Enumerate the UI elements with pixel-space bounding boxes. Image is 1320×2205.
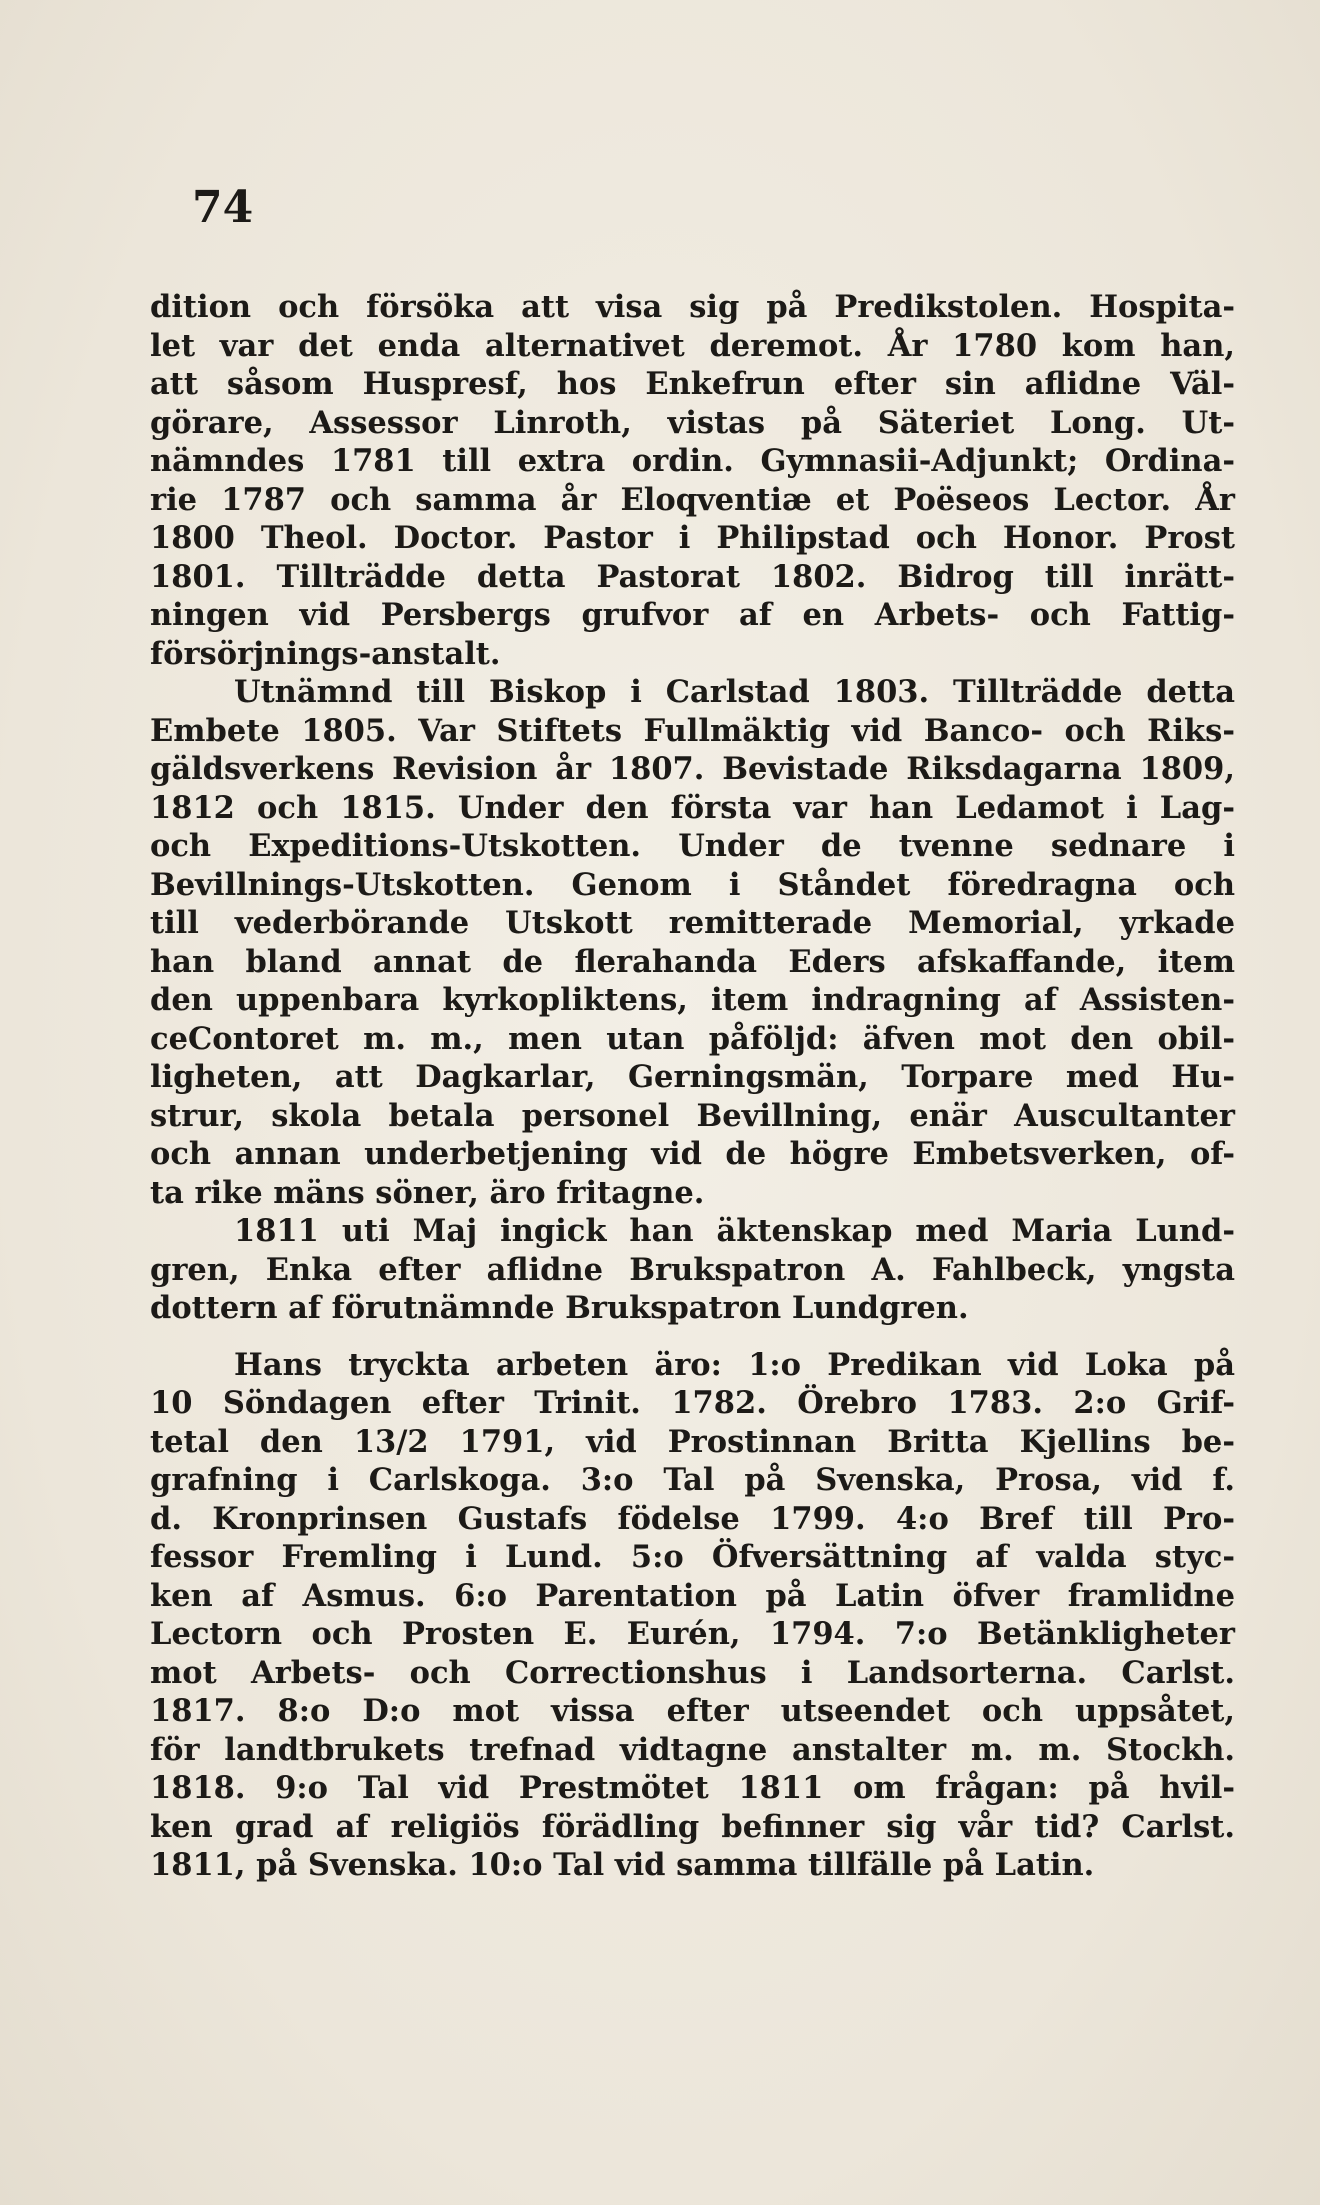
text-line: Lectorn och Prosten E. Eurén, 1794. 7:o Betänkligheter [150, 1616, 1235, 1652]
text-line: till vederbörande Utskott remitterade Memorial, yrkade [150, 905, 1235, 941]
text-line: att såsom Huspresf, hos Enkefrun efter sin aflidne Väl- [150, 366, 1235, 402]
text-line: Bevillnings-Utskotten. Genom i Ståndet föredragna och [150, 866, 1235, 903]
body-text [150, 288, 1235, 1885]
text-line: ningen vid Persbergs grufvor af en Arbets- och Fattig- [150, 597, 1235, 633]
text-line: görare, Assessor Linroth, vistas på Säteriet Long. Ut- [150, 404, 1235, 441]
text-line: dition och försöka att visa sig på Predikstolen. Hospita- [150, 289, 1235, 325]
text-line: nämndes 1781 till extra ordin. Gymnasii-Adjunkt; Ordina- [150, 443, 1235, 479]
paragraph-gap [150, 1328, 1235, 1346]
text-line: strur, skola betala personel Bevillning, enär Auscultanter [150, 1097, 1235, 1134]
text-line: försörjnings-anstalt. [150, 635, 501, 672]
text-line: och Expeditions-Utskotten. Under de tvenne sednare i [150, 828, 1235, 864]
text-line: 1812 och 1815. Under den första var han Ledamot i Lag- [150, 789, 1235, 826]
text-line: 1811 uti Maj ingick han äktenskap med Maria Lund- [234, 1213, 1235, 1249]
text-line: Embete 1805. Var Stiftets Fullmäktig vid Banco- och Riks- [150, 712, 1235, 749]
text-line: 10 Söndagen efter Trinit. 1782. Örebro 1783. 2:o Grif- [150, 1385, 1235, 1421]
text-line: d. Kronprinsen Gustafs födelse 1799. 4:o Bref till Pro- [150, 1500, 1235, 1537]
paragraph-4 [150, 1346, 1235, 1885]
text-line: ceContoret m. m., men utan påföljd: äfven mot den obil- [150, 1020, 1235, 1057]
text-line: ken af Asmus. 6:o Parentation på Latin öfver framlidne [150, 1577, 1235, 1614]
text-line: tetal den 13/2 1791, vid Prostinnan Britta Kjellins be- [150, 1423, 1235, 1460]
text-line: rie 1787 och samma år Eloqventiæ et Poëseos Lector. År [150, 481, 1235, 518]
text-line: Hans tryckta arbeten äro: 1:o Predikan vid Loka på [234, 1346, 1235, 1383]
page-number: 74 [192, 182, 254, 233]
text-line: dottern af förutnämnde Brukspatron Lundgren. [150, 1290, 969, 1326]
text-line: 1811, på Svenska. 10:o Tal vid samma tillfälle på Latin. [150, 1847, 1095, 1883]
text-line: ta rike mäns söner, äro fritagne. [150, 1174, 705, 1211]
paragraph-2 [150, 673, 1235, 1212]
text-line: 1818. 9:o Tal vid Prestmötet 1811 om frågan: på hvil- [150, 1770, 1235, 1806]
text-line: för landtbrukets trefnad vidtagne anstalter m. m. Stockh. [150, 1731, 1235, 1768]
text-line: grafning i Carlskoga. 3:o Tal på Svenska, Prosa, vid f. [150, 1462, 1235, 1498]
text-line: och annan underbetjening vid de högre Embetsverken, of- [150, 1136, 1235, 1172]
text-line: ligheten, att Dagkarlar, Gerningsmän, Torpare med Hu- [150, 1059, 1235, 1095]
paragraph-1 [150, 288, 1235, 673]
text-line: ken grad af religiös förädling befinner sig vår tid? Carlst. [150, 1808, 1235, 1845]
text-line: den uppenbara kyrkopliktens, item indragning af Assisten- [150, 982, 1235, 1018]
text-line: 1801. Tillträdde detta Pastorat 1802. Bidrog till inrätt- [150, 558, 1235, 595]
text-line: 1817. 8:o D:o mot vissa efter utseendet och uppsåtet, [150, 1693, 1235, 1729]
text-line: han bland annat de flerahanda Eders afskaffande, item [150, 943, 1235, 980]
text-line: mot Arbets- och Correctionshus i Landsorterna. Carlst. [150, 1654, 1235, 1691]
text-line: let var det enda alternativet deremot. År 1780 kom han, [150, 327, 1235, 364]
text-line: gren, Enka efter aflidne Brukspatron A. Fahlbeck, yngsta [150, 1251, 1235, 1288]
text-line: Utnämnd till Biskop i Carlstad 1803. Tillträdde detta [234, 674, 1235, 710]
text-line: 1800 Theol. Doctor. Pastor i Philipstad och Honor. Prost [150, 520, 1235, 556]
paragraph-3 [150, 1212, 1235, 1328]
text-line: fessor Fremling i Lund. 5:o Öfversättning af valda styc- [150, 1539, 1235, 1575]
text-line: gäldsverkens Revision år 1807. Bevistade Riksdagarna 1809, [150, 751, 1235, 787]
